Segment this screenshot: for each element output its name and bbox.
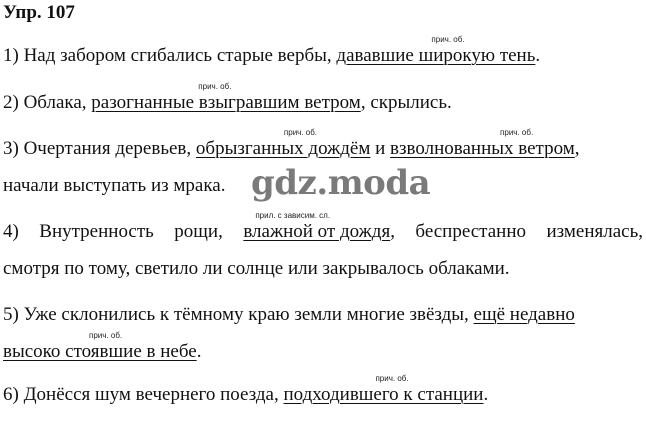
sentence-2: 2) Облака, разогнанные взыгравшим ветром прич. об. , скрылись. xyxy=(3,92,452,114)
sentence-5-line-2: высоко стоявшие в небе прич. об. . xyxy=(3,341,201,363)
sentence-4-line-2: смотря по тому, светило ли солнце или закрывалось облаками. xyxy=(3,258,510,279)
underlined-phrase: высоко стоявшие в небе прич. об. xyxy=(3,341,197,363)
annotation: прич. об. xyxy=(89,331,123,340)
annotation: прич. об. xyxy=(431,35,465,44)
underlined-phrase: ещё недавно xyxy=(473,304,575,325)
underlined-phrase: дававшие широкую тень прич. об. xyxy=(336,45,535,67)
underlined-phrase: подходившего к станции прич. об. xyxy=(283,384,483,406)
sentence-1: 1) Над забором сгибались старые вербы, дававшие широкую тень прич. об. . xyxy=(3,45,540,67)
sentence-5: 5) Уже склонились к тёмному краю земли многие звёзды, ещё недавно xyxy=(3,304,575,325)
annotation: прич. об. xyxy=(198,82,232,91)
annotation: прич. об. xyxy=(500,128,534,137)
annotation: прил. с зависим. сл. xyxy=(255,211,331,220)
sentence-4: 4) Внутренность рощи, влажной от дождя прил. с зависим. сл. , беспрестанно изменялась, xyxy=(3,221,643,243)
sentence-6: 6) Донёсся шум вечернего поезда, подходившего к станции прич. об. . xyxy=(3,384,488,406)
watermark-logo: gdz.moda xyxy=(251,163,431,203)
underlined-phrase: разогнанные взыгравшим ветром прич. об. xyxy=(91,92,361,114)
exercise-title: Упр. 107 xyxy=(3,2,75,23)
annotation: прич. об. xyxy=(283,128,318,137)
sentence-3: 3) Очертания деревьев, обрызганных дождём прич. об. и взволнованных ветром прич. об. , xyxy=(3,138,580,160)
underlined-phrase: влажной от дождя прил. с зависим. сл. xyxy=(243,221,390,243)
underlined-phrase: взволнованных ветром прич. об. xyxy=(390,138,575,160)
underlined-phrase: обрызганных дождём прич. об. xyxy=(196,138,370,160)
sentence-3-line-2: начали выступать из мрака. xyxy=(3,175,226,196)
annotation: прич. об. xyxy=(375,374,409,383)
